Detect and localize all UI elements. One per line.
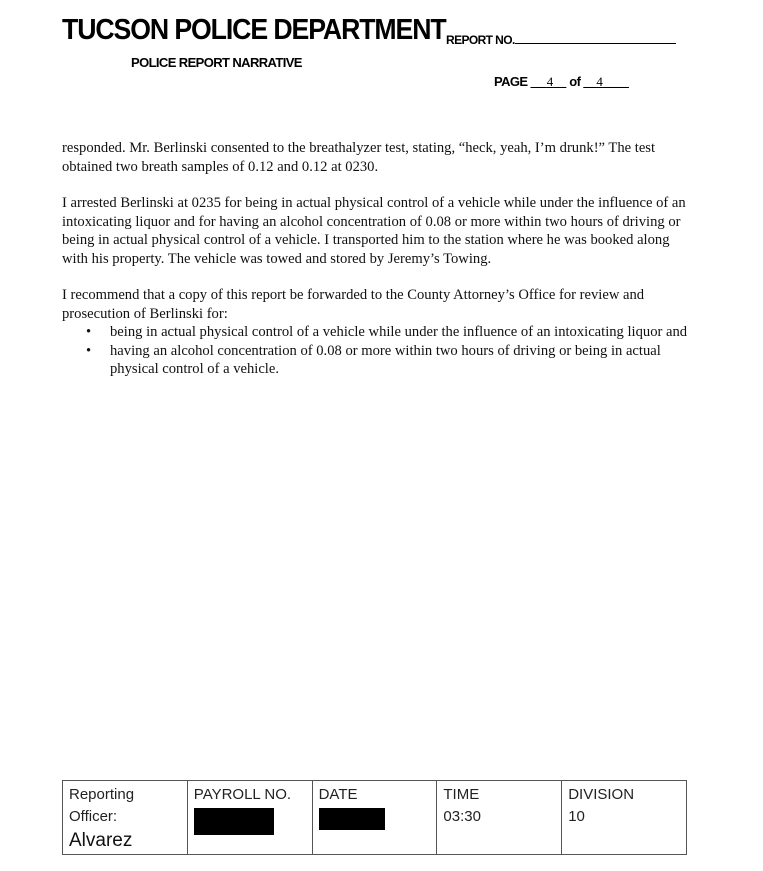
time-label: TIME <box>443 786 480 803</box>
page-indicator <box>494 74 629 90</box>
division-value: 10 <box>568 808 585 825</box>
payroll-cell <box>187 781 312 855</box>
page-current: __4__ <box>530 74 567 89</box>
date-label: DATE <box>318 786 358 803</box>
payroll-label: PAYROLL NO. <box>193 786 292 803</box>
report-number-field <box>446 32 676 47</box>
narrative-paragraph: responded. Mr. Berlinski consented to the breathalyzer test, stating, “heck, yeah, I’m drunk!” The test obtained two breath samples of 0.12 and 0.12 at 0230. <box>62 140 656 175</box>
payroll-redaction <box>194 808 274 835</box>
reporting-officer-name: Alvarez <box>69 830 133 851</box>
division-cell <box>562 781 687 855</box>
date-redaction <box>319 808 385 830</box>
time-value: 03:30 <box>443 808 481 825</box>
page-label: PAGE <box>494 74 528 89</box>
narrative-paragraph: I arrested Berlinski at 0235 for being in actual physical control of a vehicle while under the influence of an intoxicating liquor and for having an alcohol concentration of 0.08 or more within two hours of driving or being in actual physical control of a vehicle. I transported him to the station where he was booked along with his property. The vehicle was towed and stored by Jeremy’s Towing. <box>62 195 686 267</box>
report-number-value <box>515 32 676 44</box>
officer-info-table <box>62 780 687 855</box>
page-of-label: of <box>569 74 581 89</box>
narrative-paragraph: I recommend that a copy of this report be forwarded to the County Attorney’s Office for review and prosecution of Berlinski for: <box>62 287 645 322</box>
charge-item: • being in actual physical control of a vehicle while under the influence of an intoxicating liquor and <box>110 323 694 342</box>
report-number-label: REPORT NO. <box>446 33 515 47</box>
reporting-officer-cell <box>63 781 188 855</box>
department-title: TUCSON POLICE DEPARTMENT <box>62 14 446 46</box>
date-cell <box>312 781 437 855</box>
form-title: POLICE REPORT NARRATIVE <box>131 55 302 70</box>
charges-list <box>62 323 694 379</box>
page-total: __4____ <box>583 74 629 89</box>
division-label: DIVISION <box>568 786 635 803</box>
report-narrative <box>62 139 694 379</box>
time-cell <box>437 781 562 855</box>
charge-item: • having an alcohol concentration of 0.08 or more within two hours of driving or being in actual physical control of a vehicle. <box>110 342 694 379</box>
reporting-officer-label: Reporting Officer: <box>69 786 135 825</box>
